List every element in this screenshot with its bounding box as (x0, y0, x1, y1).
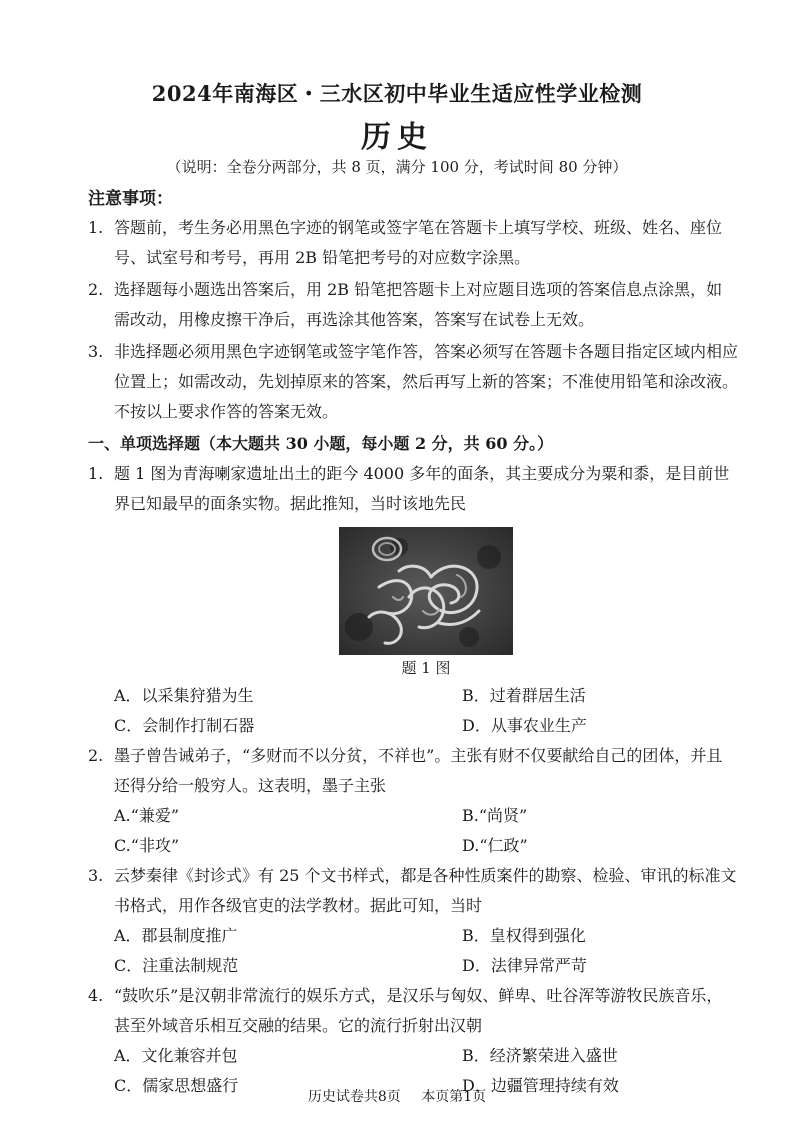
notice-number: 2. (88, 280, 104, 299)
section-heading: 一、单项选择题（本大题共 30 小题，每小题 2 分，共 60 分。） (88, 434, 554, 453)
notice-text: 答题前，考生务必用黑色字迹的钢笔或签字笔在答题卡上填写学校、班级、姓名、座位号、试室号和考号，再用 2B 铅笔把考号的对应数字涂黑。 (114, 218, 723, 267)
question-stem: 墨子曾告诫弟子，“多财而不以分贫，不祥也”。主张有财不仅要献给自己的团体，并且还得分给一般穷人。这表明，墨子主张 (114, 746, 723, 795)
page-footer (0, 1086, 794, 1106)
notice-number: 3. (88, 342, 104, 361)
option-a[interactable]: A．以采集狩猎为生 (114, 686, 254, 705)
question-stem: 云梦秦律《封诊式》有 25 个文书样式，都是各种性质案件的勘察、检验、审讯的标准文书格式，用作各级官吏的法学教材。据此可知，当时 (114, 866, 737, 915)
question-stem: “鼓吹乐”是汉朝非常流行的娱乐方式，是汉乐与匈奴、鲜卑、吐谷浑等游牧民族音乐，甚至外域音乐相互交融的结果。它的流行折射出汉朝 (114, 986, 723, 1035)
question-2 (88, 741, 738, 801)
option-b[interactable]: B．经济繁荣进入盛世 (462, 1046, 618, 1065)
options-q2 (88, 801, 738, 861)
notice-item (88, 337, 738, 427)
option-a[interactable]: A.“兼爱” (114, 806, 180, 825)
question-number: 4. (88, 986, 104, 1005)
option-d[interactable]: D．从事农业生产 (462, 716, 587, 735)
notices-heading: 注意事项： (88, 189, 173, 209)
option-d[interactable]: D.“仁政” (462, 836, 528, 855)
noodle-photo (339, 527, 513, 655)
exam-content (88, 184, 738, 1101)
option-d[interactable]: D．边疆管理持续有效 (462, 1076, 619, 1095)
footer-total-pages: 历史试卷共8页 (307, 1089, 401, 1105)
question-1 (88, 459, 738, 519)
options-q3 (88, 921, 738, 981)
noodle-photo-image (339, 527, 513, 655)
option-b[interactable]: B．过着群居生活 (462, 686, 586, 705)
option-a[interactable]: A．文化兼容并包 (114, 1046, 238, 1065)
question-4 (88, 981, 738, 1041)
notice-number: 1. (88, 218, 104, 237)
question-3 (88, 861, 738, 921)
question-number: 2. (88, 746, 104, 765)
question-number: 3. (88, 866, 104, 885)
option-b[interactable]: B．皇权得到强化 (462, 926, 586, 945)
option-c[interactable]: C.“非攻” (114, 836, 180, 855)
footer-current-page: 本页第1页 (421, 1089, 487, 1105)
option-d[interactable]: D．法律异常严苛 (462, 956, 587, 975)
notice-text: 选择题每小题选出答案后，用 2B 铅笔把答题卡上对应题目选项的答案信息点涂黑，如需改动，用橡皮擦干净后，再选涂其他答案，答案写在试卷上无效。 (114, 280, 723, 329)
notice-text: 非选择题必须用黑色字迹钢笔或签字笔作答，答案必须写在答题卡各题目指定区域内相应位置上；如需改动，先划掉原来的答案，然后再写上新的答案；不准使用铅笔和涂改液。不按以上要求作答的答案无效。 (114, 342, 739, 421)
option-c[interactable]: C．注重法制规范 (114, 956, 239, 975)
option-c[interactable]: C．儒家思想盛行 (114, 1076, 239, 1095)
question-stem: 题 1 图为青海喇家遗址出土的距今 4000 多年的面条，其主要成分为粟和黍，是目前世界已知最早的面条实物。据此推知，当时该地先民 (114, 464, 730, 513)
option-c[interactable]: C．会制作打制石器 (114, 716, 255, 735)
subject-title: 历史 (361, 120, 433, 155)
figure-caption: 题 1 图 (401, 659, 451, 677)
question-number: 1. (88, 464, 104, 483)
notice-item (88, 213, 738, 273)
option-b[interactable]: B.“尚贤” (462, 806, 528, 825)
notice-item (88, 275, 738, 335)
exam-title: 2024年南海区・三水区初中毕业生适应性学业检测 (151, 81, 643, 106)
options-q1 (88, 681, 738, 741)
exam-note: （说明：全卷分两部分，共 8 页，满分 100 分，考试时间 80 分钟） (166, 158, 628, 176)
option-a[interactable]: A．郡县制度推广 (114, 926, 238, 945)
